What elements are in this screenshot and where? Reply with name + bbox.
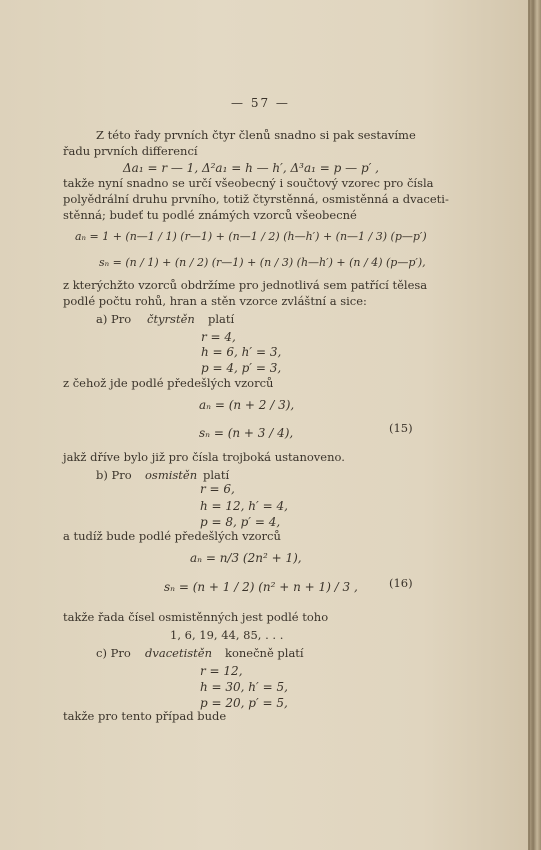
- formula-line: p = 20, p′ = 5,: [200, 696, 288, 710]
- text-line: z čehož jde podlé předešlých vzorců: [63, 376, 274, 390]
- formula-line: p = 4, p′ = 3,: [201, 361, 282, 375]
- text-line: konečně platí: [225, 646, 304, 660]
- formula-line: h = 6, h′ = 3,: [201, 345, 282, 359]
- text-line: platí: [208, 312, 235, 326]
- formula-line: aₙ = 1 + (n—1 / 1) (r—1) + (n—1 / 2) (h—h′) + (n—1 / 3) (p—p′): [75, 230, 427, 243]
- text-line: takže pro tento případ bude: [63, 709, 227, 723]
- formula-line: aₙ = n/3 (2n² + 1),: [190, 551, 302, 565]
- formula-line: r = 6,: [200, 482, 235, 496]
- text-line: Z této řady prvních čtyr členů snadno si pak sestavíme: [96, 128, 416, 142]
- text-line: c) Pro: [96, 646, 131, 660]
- text-line: z kterýchžto vzorců obdržíme pro jednotlivá sem patřící tělesa: [63, 278, 428, 292]
- formula-line: sₙ = (n / 1) + (n / 2) (r—1) + (n / 3) (h—h′) + (n / 4) (p—p′),: [99, 256, 426, 269]
- emphasis-term: dvacetistěn: [145, 646, 212, 660]
- text-line: b) Pro: [96, 468, 132, 482]
- text-line: stěnná; budeť tu podlé známých vzorců všeobecné: [63, 208, 357, 222]
- emphasis-term: čtyrstěn: [147, 312, 195, 326]
- text-line: a tudíž bude podlé předešlých vzorců: [63, 529, 281, 543]
- sequence-line: 1, 6, 19, 44, 85, . . .: [170, 628, 284, 642]
- equation-number: (15): [389, 421, 413, 435]
- text-line: a) Pro: [96, 312, 132, 326]
- text-line: řadu prvních differencí: [63, 144, 198, 158]
- formula-line: aₙ = (n + 2 / 3),: [199, 398, 295, 412]
- formula-line: sₙ = (n + 3 / 4),: [199, 426, 294, 440]
- formula-line: r = 12,: [200, 664, 243, 678]
- formula-line: sₙ = (n + 1 / 2) (n² + n + 1) / 3 ,: [164, 580, 358, 594]
- formula-line: r = 4,: [201, 330, 236, 344]
- text-line: platí: [203, 468, 230, 482]
- formula-line: h = 30, h′ = 5,: [200, 680, 288, 694]
- text-line: polyědrální druhu prvního, totiž čtyrstěnná, osmistěnná a dvaceti-: [63, 192, 449, 206]
- equation-number: (16): [389, 576, 413, 590]
- formula-line: Δa₁ = r — 1, Δ²a₁ = h — h′, Δ³a₁ = p — p′ ,: [123, 161, 379, 175]
- text-line: jakž dříve bylo již pro čísla trojboká ustanoveno.: [63, 450, 345, 464]
- text-line: takže řada čísel osmistěnných jest podlé toho: [63, 610, 329, 624]
- formula-line: p = 8, p′ = 4,: [200, 515, 281, 529]
- emphasis-term: osmistěn: [145, 468, 198, 482]
- page-edge-shadow: [528, 0, 530, 850]
- formula-line: h = 12, h′ = 4,: [200, 499, 288, 513]
- text-line: podlé počtu rohů, hran a stěn vzorce zvláštní a sice:: [63, 294, 367, 308]
- page-number: — 57 —: [231, 96, 290, 110]
- text-line: takže nyní snadno se určí všeobecný i součtový vzorec pro čísla: [63, 176, 434, 190]
